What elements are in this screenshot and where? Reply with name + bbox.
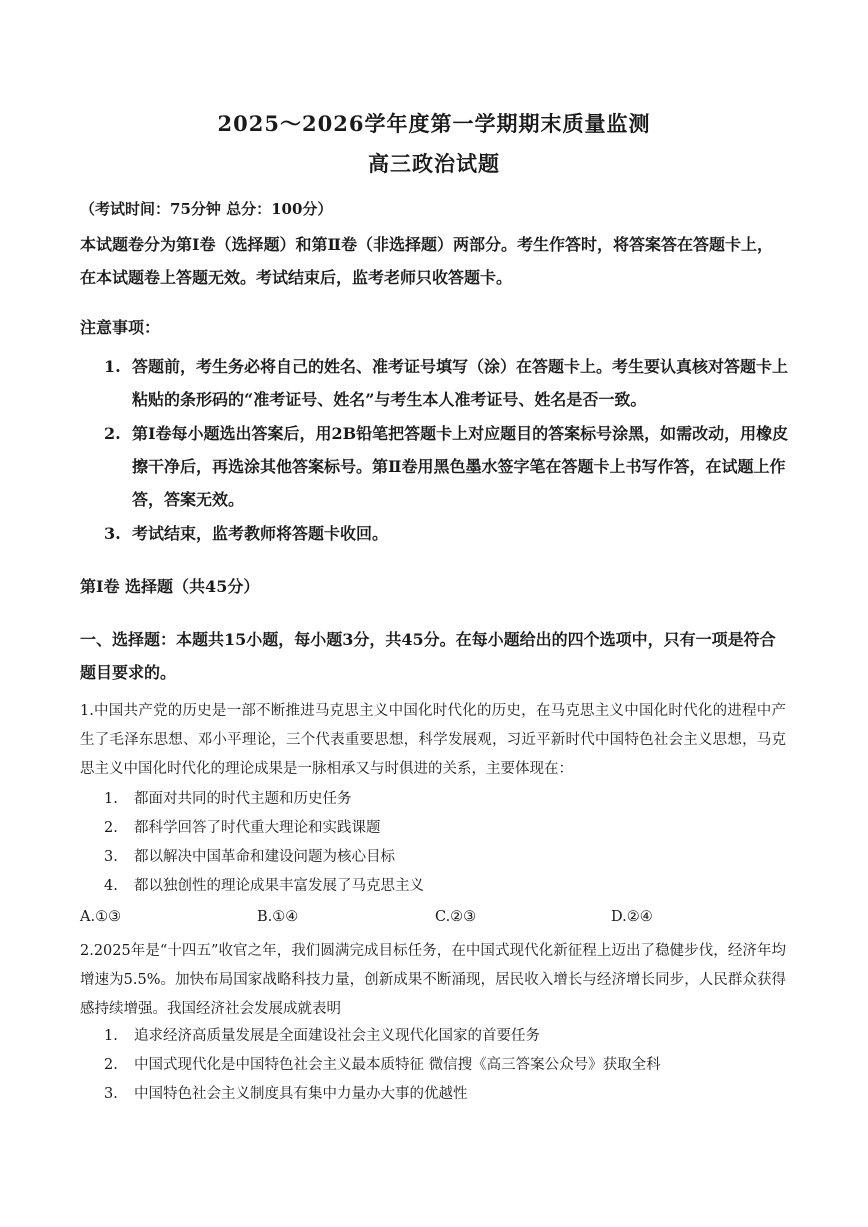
statement-number: 1.: [104, 1028, 118, 1044]
intro-paragraph: 本试题卷分为第Ⅰ卷（选择题）和第Ⅱ卷（非选择题）两部分。考生作答时，将答案答在答题卡上，在本试题卷上答题无效。考试结束后，监考老师只收答题卡。: [80, 235, 773, 287]
note-number: 1.: [104, 357, 121, 376]
question-1-stem: 1.中国共产党的历史是一部不断推进马克思主义中国化时代化的历史，在马克思主义中国化时代化的进程中产生了毛泽东思想、邓小平理论，三个代表重要思想，科学发展观，习近平新时代中国特色社会主义思想，马克思主义中国化时代化的理论成果是一脉相承又与时俱进的关系，主要体现在：: [80, 703, 786, 777]
statement-number: 1.: [104, 791, 118, 807]
statement-number: 3.: [104, 1086, 118, 1102]
section-title: 第Ⅰ卷 选择题（共45分）: [80, 577, 260, 596]
choice-a: A.①③: [80, 909, 122, 925]
statement-number: 3.: [104, 849, 118, 865]
statement-item: [104, 872, 424, 901]
statement-item: [104, 843, 424, 872]
statement-number: 2.: [104, 1057, 118, 1073]
statement-item: [104, 785, 424, 814]
question-1-choices: [80, 903, 786, 932]
question-2-statements: [104, 1022, 661, 1109]
note-item: [104, 517, 790, 550]
note-number: 3.: [104, 524, 121, 543]
exam-subtitle: 高三政治试题: [368, 151, 500, 176]
statement-item: [104, 1022, 661, 1051]
note-text: 答题前，考生务必将自己的姓名、准考证号填写（涂）在答题卡上。考生要认真核对答题卡上粘贴的条形码的“准考证号、姓名”与考生本人准考证号、姓名是否一致。: [132, 357, 789, 409]
note-number: 2.: [104, 424, 121, 443]
statement-item: [104, 1051, 661, 1080]
exam-info: （考试时间：75分钟 总分：100分）: [80, 200, 333, 218]
note-text: 考试结束，监考教师将答题卡收回。: [132, 524, 389, 543]
statement-text: 都面对共同的时代主题和历史任务: [134, 791, 352, 807]
statement-text: 都科学回答了时代重大理论和实践课题: [134, 820, 381, 836]
statement-text: 都以独创性的理论成果丰富发展了马克思主义: [134, 878, 424, 894]
statement-item: [104, 814, 424, 843]
choice-d: D.②④: [611, 909, 653, 925]
statement-text: 都以解决中国革命和建设问题为核心目标: [134, 849, 395, 865]
statement-number: 4.: [104, 878, 118, 894]
statement-number: 2.: [104, 820, 118, 836]
part-instruction: 一、选择题：本题共15小题，每小题3分，共45分。在每小题给出的四个选项中，只有一项是符合题目要求的。: [80, 630, 776, 682]
statement-text: 中国式现代化是中国特色社会主义最本质特征 微信搜《高三答案公众号》获取全科: [134, 1057, 661, 1073]
choice-c: C.②③: [435, 909, 477, 925]
exam-title: 2025～2026学年度第一学期期末质量监测: [217, 111, 651, 136]
statement-item: [104, 1080, 661, 1109]
choice-b: B.①④: [257, 909, 299, 925]
note-item: [104, 417, 790, 516]
statement-text: 追求经济高质量发展是全面建设社会主义现代化国家的首要任务: [134, 1028, 540, 1044]
note-item: [104, 350, 790, 416]
question-1-statements: [104, 785, 424, 901]
notes-heading: 注意事项：: [80, 318, 161, 337]
notes-list: [104, 350, 790, 551]
statement-text: 中国特色社会主义制度具有集中力量办大事的优越性: [134, 1086, 468, 1102]
note-text: 第Ⅰ卷每小题选出答案后，用2B铅笔把答题卡上对应题目的答案标号涂黑，如需改动，用橡皮擦干净后，再选涂其他答案标号。第Ⅱ卷用黑色墨水签字笔在答题卡上书写作答，在试题上作答，答案无效。: [132, 424, 789, 509]
question-2-stem: 2.2025年是“十四五”收官之年，我们圆满完成目标任务，在中国式现代化新征程上迈出了稳健步伐，经济年均增速为5.5%。加快布局国家战略科技力量，创新成果不断涌现，居民收入增长与经济增长同步，人民群众获得感持续增强。我国经济社会发展成就表明: [80, 943, 786, 1017]
